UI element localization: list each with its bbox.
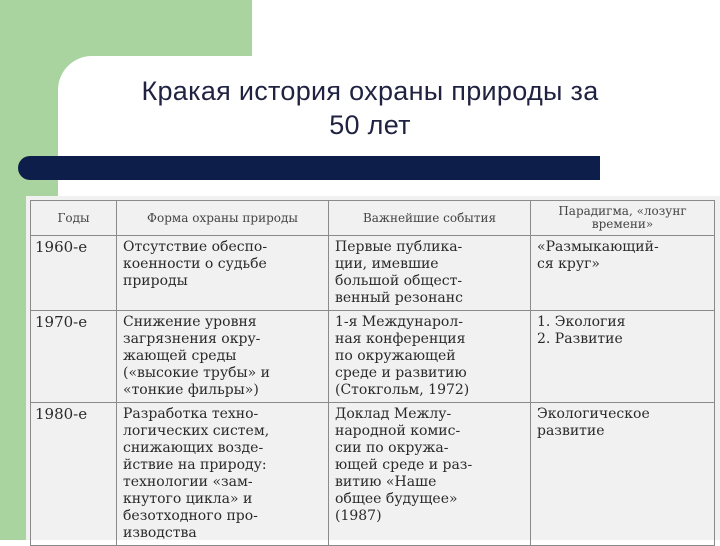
table-row	[31, 311, 715, 403]
cell-form: Отсутствие обеспо- коенности о судьбе природы	[117, 236, 329, 311]
cell-year: 1960-е	[31, 236, 117, 311]
cell-paradigm: Экологическое развитие	[531, 403, 715, 546]
table-row	[31, 403, 715, 546]
table-header-row	[31, 201, 715, 236]
cell-year: 1980-е	[31, 403, 117, 546]
title-underline-bar	[18, 156, 600, 180]
cell-paradigm: «Размыкающий- ся круг»	[531, 236, 715, 311]
cell-events: Первые публика- ции, имевшие большой общест- венный резонанс	[329, 236, 531, 311]
cell-year: 1970-е	[31, 311, 117, 403]
cell-form: Разработка техно- логических систем, снижающих возде- йствие на природу: технологии «зам- кнутого цикла» и безотходного про- изводства	[117, 403, 329, 546]
cell-form: Снижение уровня загрязнения окру- жающей среды («высокие трубы» и «тонкие фильры»)	[117, 311, 329, 403]
history-table	[30, 200, 715, 546]
column-header-years: Годы	[31, 201, 117, 236]
slide-title: Кракая история охраны природы за 50 лет	[141, 76, 599, 140]
cell-events: Доклад Межлу- народной комис- сии по окружа- ющей среде и раз- витию «Наше общее будущее» (1987)	[329, 403, 531, 546]
table-row	[31, 236, 715, 311]
column-header-events: Важнейшие события	[329, 201, 531, 236]
column-header-paradigm: Парадигма, «лозунг времени»	[531, 201, 715, 236]
column-header-form: Форма охраны природы	[117, 201, 329, 236]
cell-paradigm: 1. Экология 2. Развитие	[531, 311, 715, 403]
cell-events: 1-я Междунарол- ная конференция по окружающей среде и развитию (Стокгольм, 1972)	[329, 311, 531, 403]
